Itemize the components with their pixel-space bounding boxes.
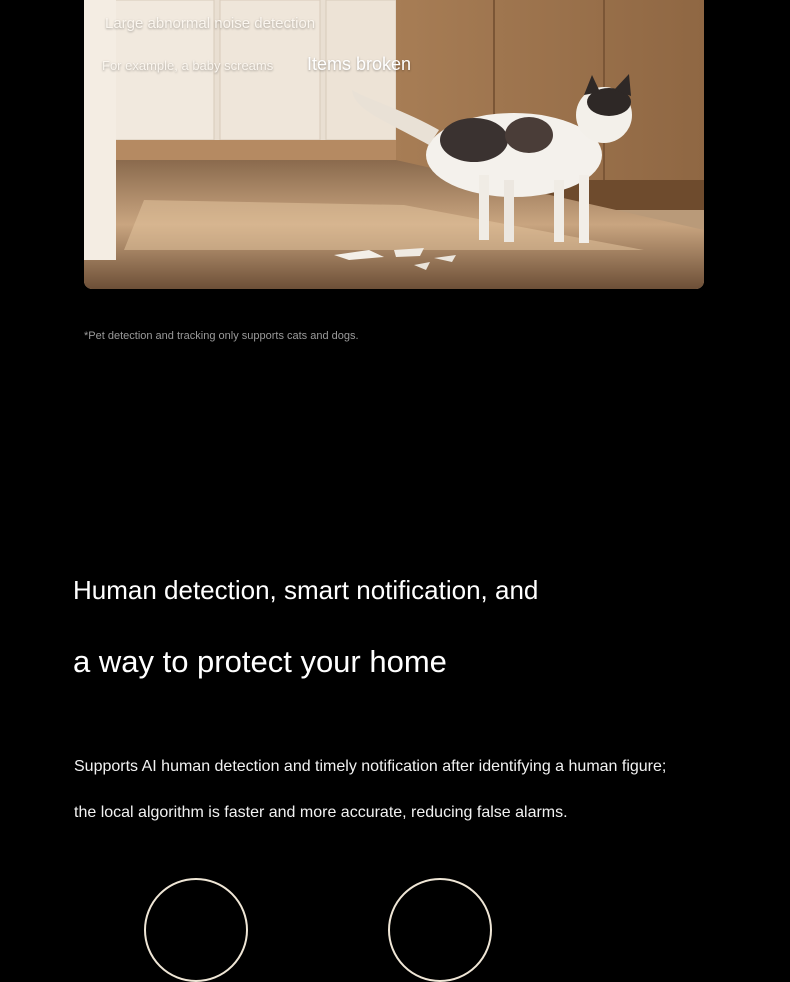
hero-photo: [84, 0, 704, 289]
cat-photo-illustration: [84, 0, 704, 289]
section-heading-line2: a way to protect your home: [73, 644, 447, 679]
section-paragraph-line1: Supports AI human detection and timely notification after identifying a human figure;: [74, 758, 667, 775]
caption-items-broken: Items broken: [307, 54, 412, 74]
caption-example: For example, a baby screams: [102, 58, 274, 73]
feature-circle-2: [388, 878, 492, 982]
pet-detection-footnote: *Pet detection and tracking only supports cats and dogs.: [84, 330, 359, 342]
section-paragraph-line2: the local algorithm is faster and more accurate, reducing false alarms.: [74, 804, 568, 821]
feature-circle-1: [144, 878, 248, 982]
section-heading-line1: Human detection, smart notification, and: [73, 575, 539, 605]
caption-noise-detection: Large abnormal noise detection: [105, 15, 316, 32]
